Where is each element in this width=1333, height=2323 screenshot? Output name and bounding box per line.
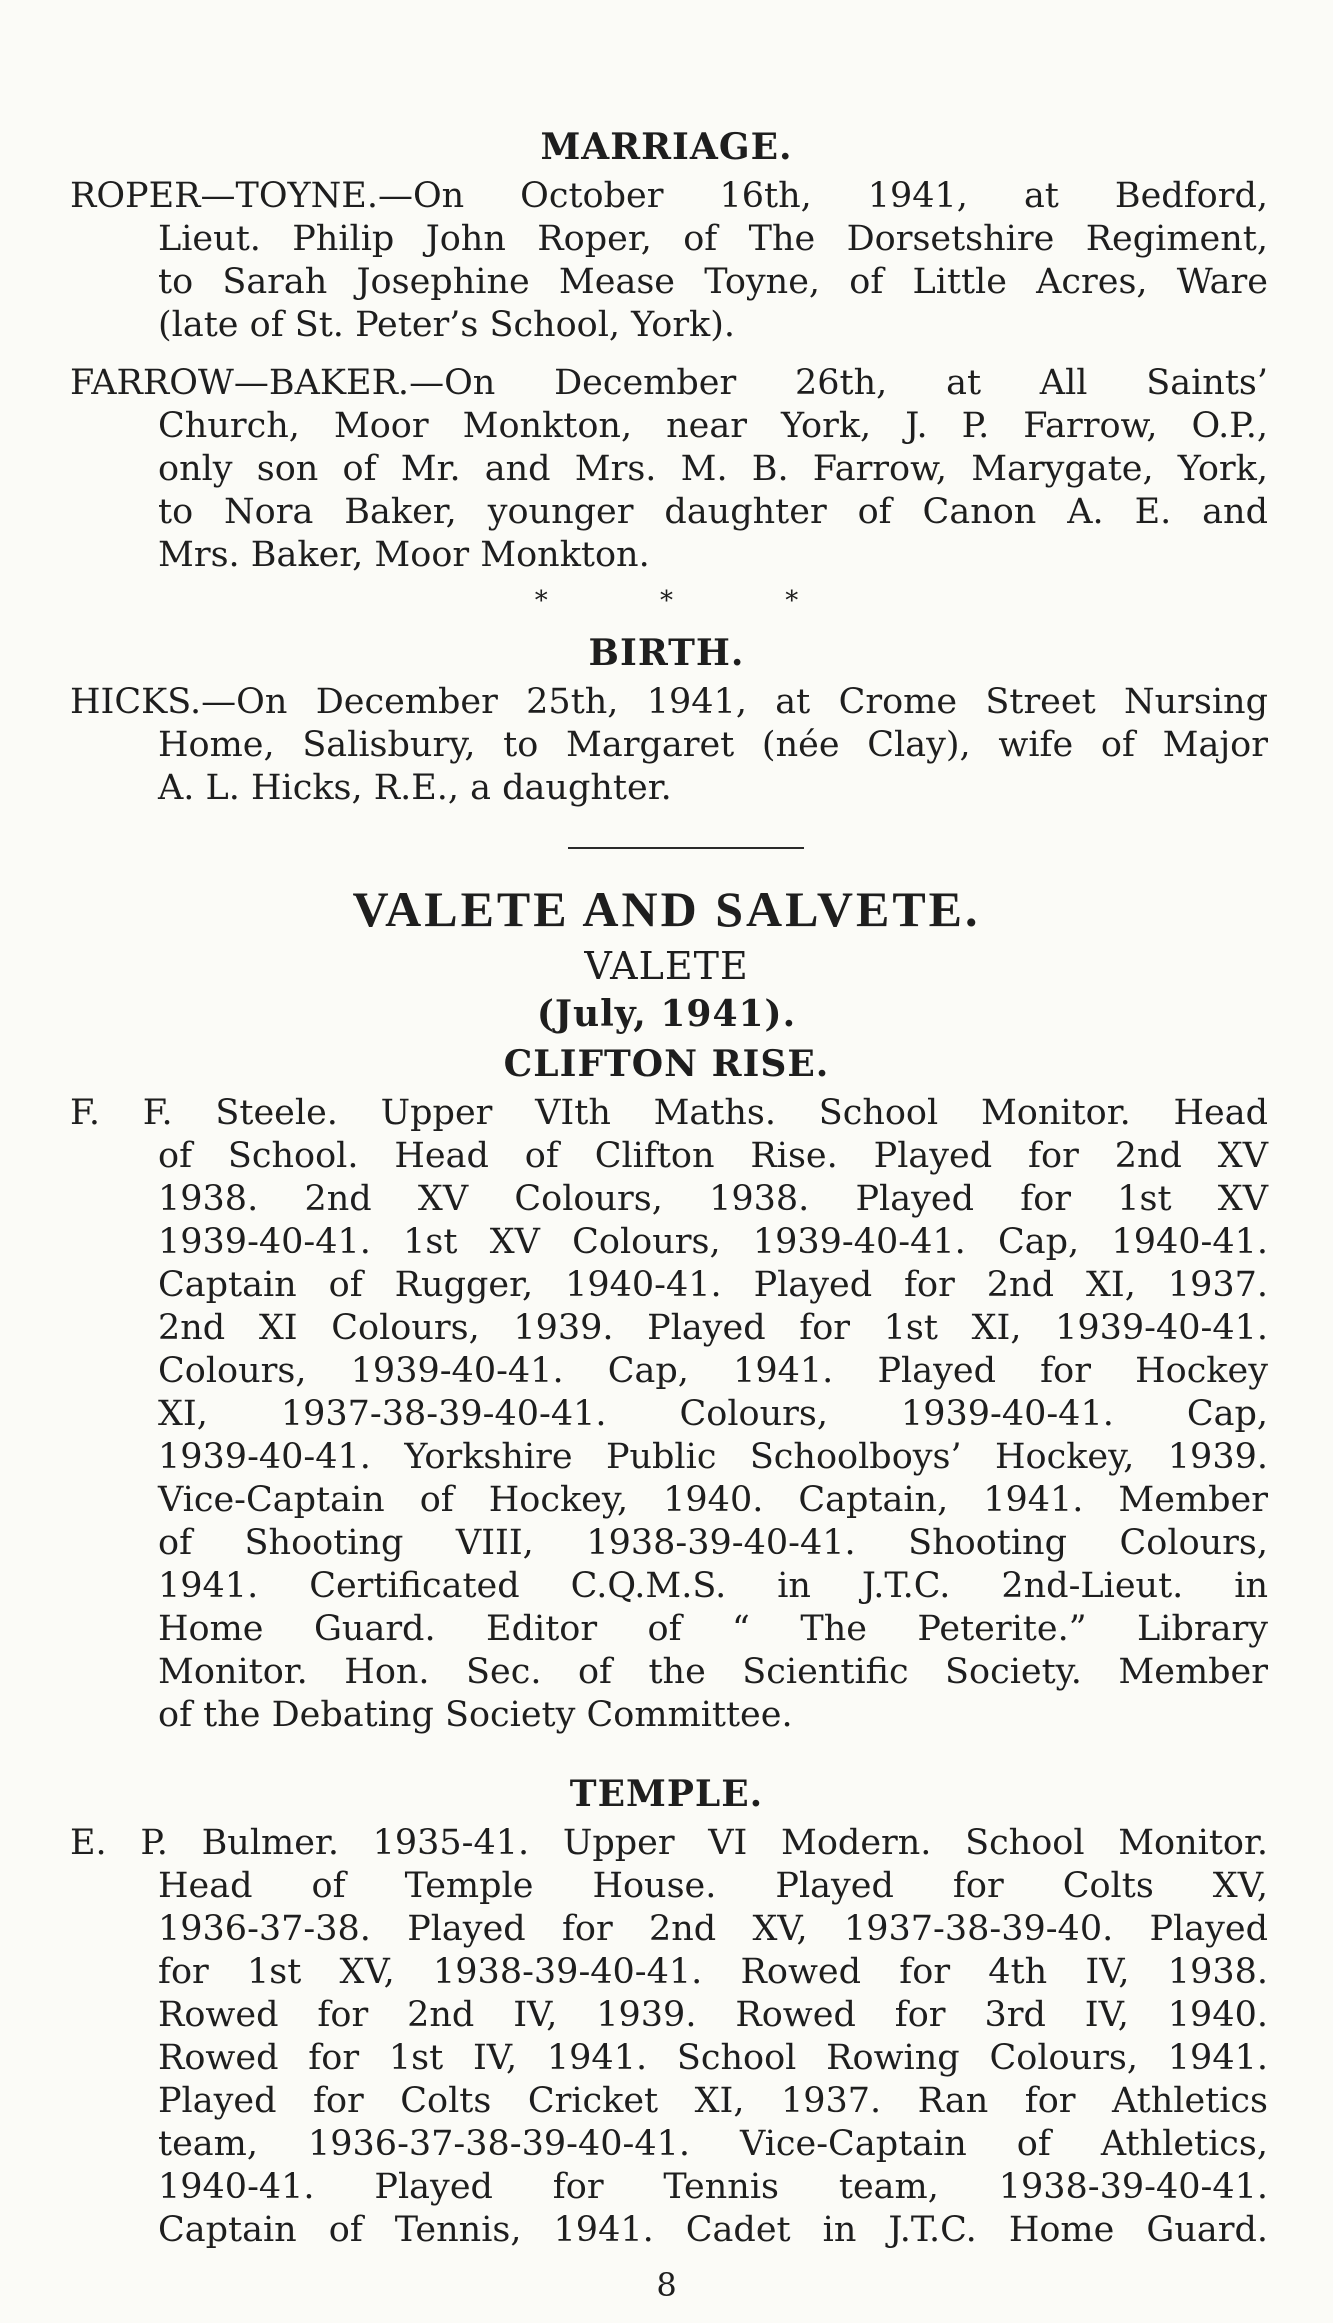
marriage-entry-2-line-2: Church, Moor Monkton, near York, J. P. Farrow, O.P., (158, 406, 1268, 446)
clifton-line-2: of School. Head of Clifton Rise. Played for 2nd XV (158, 1136, 1268, 1176)
temple-line-3: 1936-37-38. Played for 2nd XV, 1937-38-39-40. Played (158, 1909, 1268, 1949)
clifton-line-7: Colours, 1939-40-41. Cap, 1941. Played for Hockey (158, 1351, 1268, 1391)
temple-line-7: Played for Colts Cricket XI, 1937. Ran for Athletics (158, 2081, 1268, 2121)
marriage-entry-1-line-3: to Sarah Josephine Mease Toyne, of Little Acres, Ware (158, 262, 1268, 302)
temple-line-4: for 1st XV, 1938-39-40-41. Rowed for 4th IV, 1938. (158, 1952, 1268, 1992)
marriage-entry-2-line-3: only son of Mr. and Mrs. M. B. Farrow, Marygate, York, (158, 449, 1268, 489)
clifton-line-13: Home Guard. Editor of “ The Peterite.” Library (158, 1609, 1268, 1649)
temple-line-6: Rowed for 1st IV, 1941. School Rowing Colours, 1941. (158, 2038, 1268, 2078)
birth-entry-line-3: A. L. Hicks, R.E., a daughter. (158, 768, 672, 808)
clifton-line-6: 2nd XI Colours, 1939. Played for 1st XI, 1939-40-41. (158, 1308, 1268, 1348)
temple-line-2: Head of Temple House. Played for Colts XV, (158, 1866, 1268, 1906)
marriage-entry-2-line-4: to Nora Baker, younger daughter of Canon A. E. and (158, 492, 1268, 532)
valete-subtitle: VALETE (584, 944, 749, 988)
birth-entry-line-2: Home, Salisbury, to Margaret (née Clay), wife of Major (158, 725, 1268, 765)
temple-line-1: E. P. Bulmer. 1935-41. Upper VI Modern. School Monitor. (70, 1823, 1268, 1863)
clifton-line-3: 1938. 2nd XV Colours, 1938. Played for 1st XV (158, 1179, 1268, 1219)
temple-line-8: team, 1936-37-38-39-40-41. Vice-Captain of Athletics, (158, 2124, 1268, 2164)
valete-salvete-title: VALETE AND SALVETE. (352, 881, 981, 937)
clifton-line-12: 1941. Certificated C.Q.M.S. in J.T.C. 2nd-Lieut. in (158, 1566, 1268, 1606)
birth-heading: BIRTH. (588, 632, 745, 674)
marriage-entry-2-line-1: FARROW—BAKER.—On December 26th, at All Saints’ (70, 363, 1268, 403)
clifton-line-15: of the Debating Society Committee. (158, 1695, 793, 1735)
clifton-line-4: 1939-40-41. 1st XV Colours, 1939-40-41. Cap, 1940-41. (158, 1222, 1268, 1262)
birth-entry-line-1: HICKS.—On December 25th, 1941, at Crome Street Nursing (70, 682, 1268, 722)
marriage-entry-1-line-1: ROPER—TOYNE.—On October 16th, 1941, at Bedford, (70, 176, 1268, 216)
clifton-line-9: 1939-40-41. Yorkshire Public Schoolboys’ Hockey, 1939. (158, 1437, 1268, 1477)
horizontal-rule (568, 847, 804, 849)
marriage-entry-2-line-5: Mrs. Baker, Moor Monkton. (158, 535, 650, 575)
clifton-line-8: XI, 1937-38-39-40-41. Colours, 1939-40-41. Cap, (158, 1394, 1268, 1434)
clifton-line-10: Vice-Captain of Hockey, 1940. Captain, 1941. Member (158, 1480, 1268, 1520)
temple-line-10: Captain of Tennis, 1941. Cadet in J.T.C. Home Guard. (158, 2210, 1268, 2250)
marriage-heading: MARRIAGE. (540, 126, 793, 168)
section-separator-stars: * * * (534, 586, 851, 616)
marriage-entry-1-line-2: Lieut. Philip John Roper, of The Dorsetshire Regiment, (158, 219, 1268, 259)
clifton-line-11: of Shooting VIII, 1938-39-40-41. Shooting Colours, (158, 1523, 1268, 1563)
clifton-line-1: F. F. Steele. Upper VIth Maths. School Monitor. Head (70, 1093, 1268, 1133)
valete-date: (July, 1941). (536, 993, 797, 1035)
temple-heading: TEMPLE. (569, 1773, 764, 1815)
page-number: 8 (656, 2266, 677, 2304)
marriage-entry-1-line-4: (late of St. Peter’s School, York). (158, 305, 736, 345)
clifton-rise-heading: CLIFTON RISE. (503, 1043, 830, 1085)
clifton-line-5: Captain of Rugger, 1940-41. Played for 2nd XI, 1937. (158, 1265, 1268, 1305)
clifton-line-14: Monitor. Hon. Sec. of the Scientific Society. Member (158, 1652, 1268, 1692)
temple-line-5: Rowed for 2nd IV, 1939. Rowed for 3rd IV, 1940. (158, 1995, 1268, 2035)
temple-line-9: 1940-41. Played for Tennis team, 1938-39-40-41. (158, 2167, 1268, 2207)
